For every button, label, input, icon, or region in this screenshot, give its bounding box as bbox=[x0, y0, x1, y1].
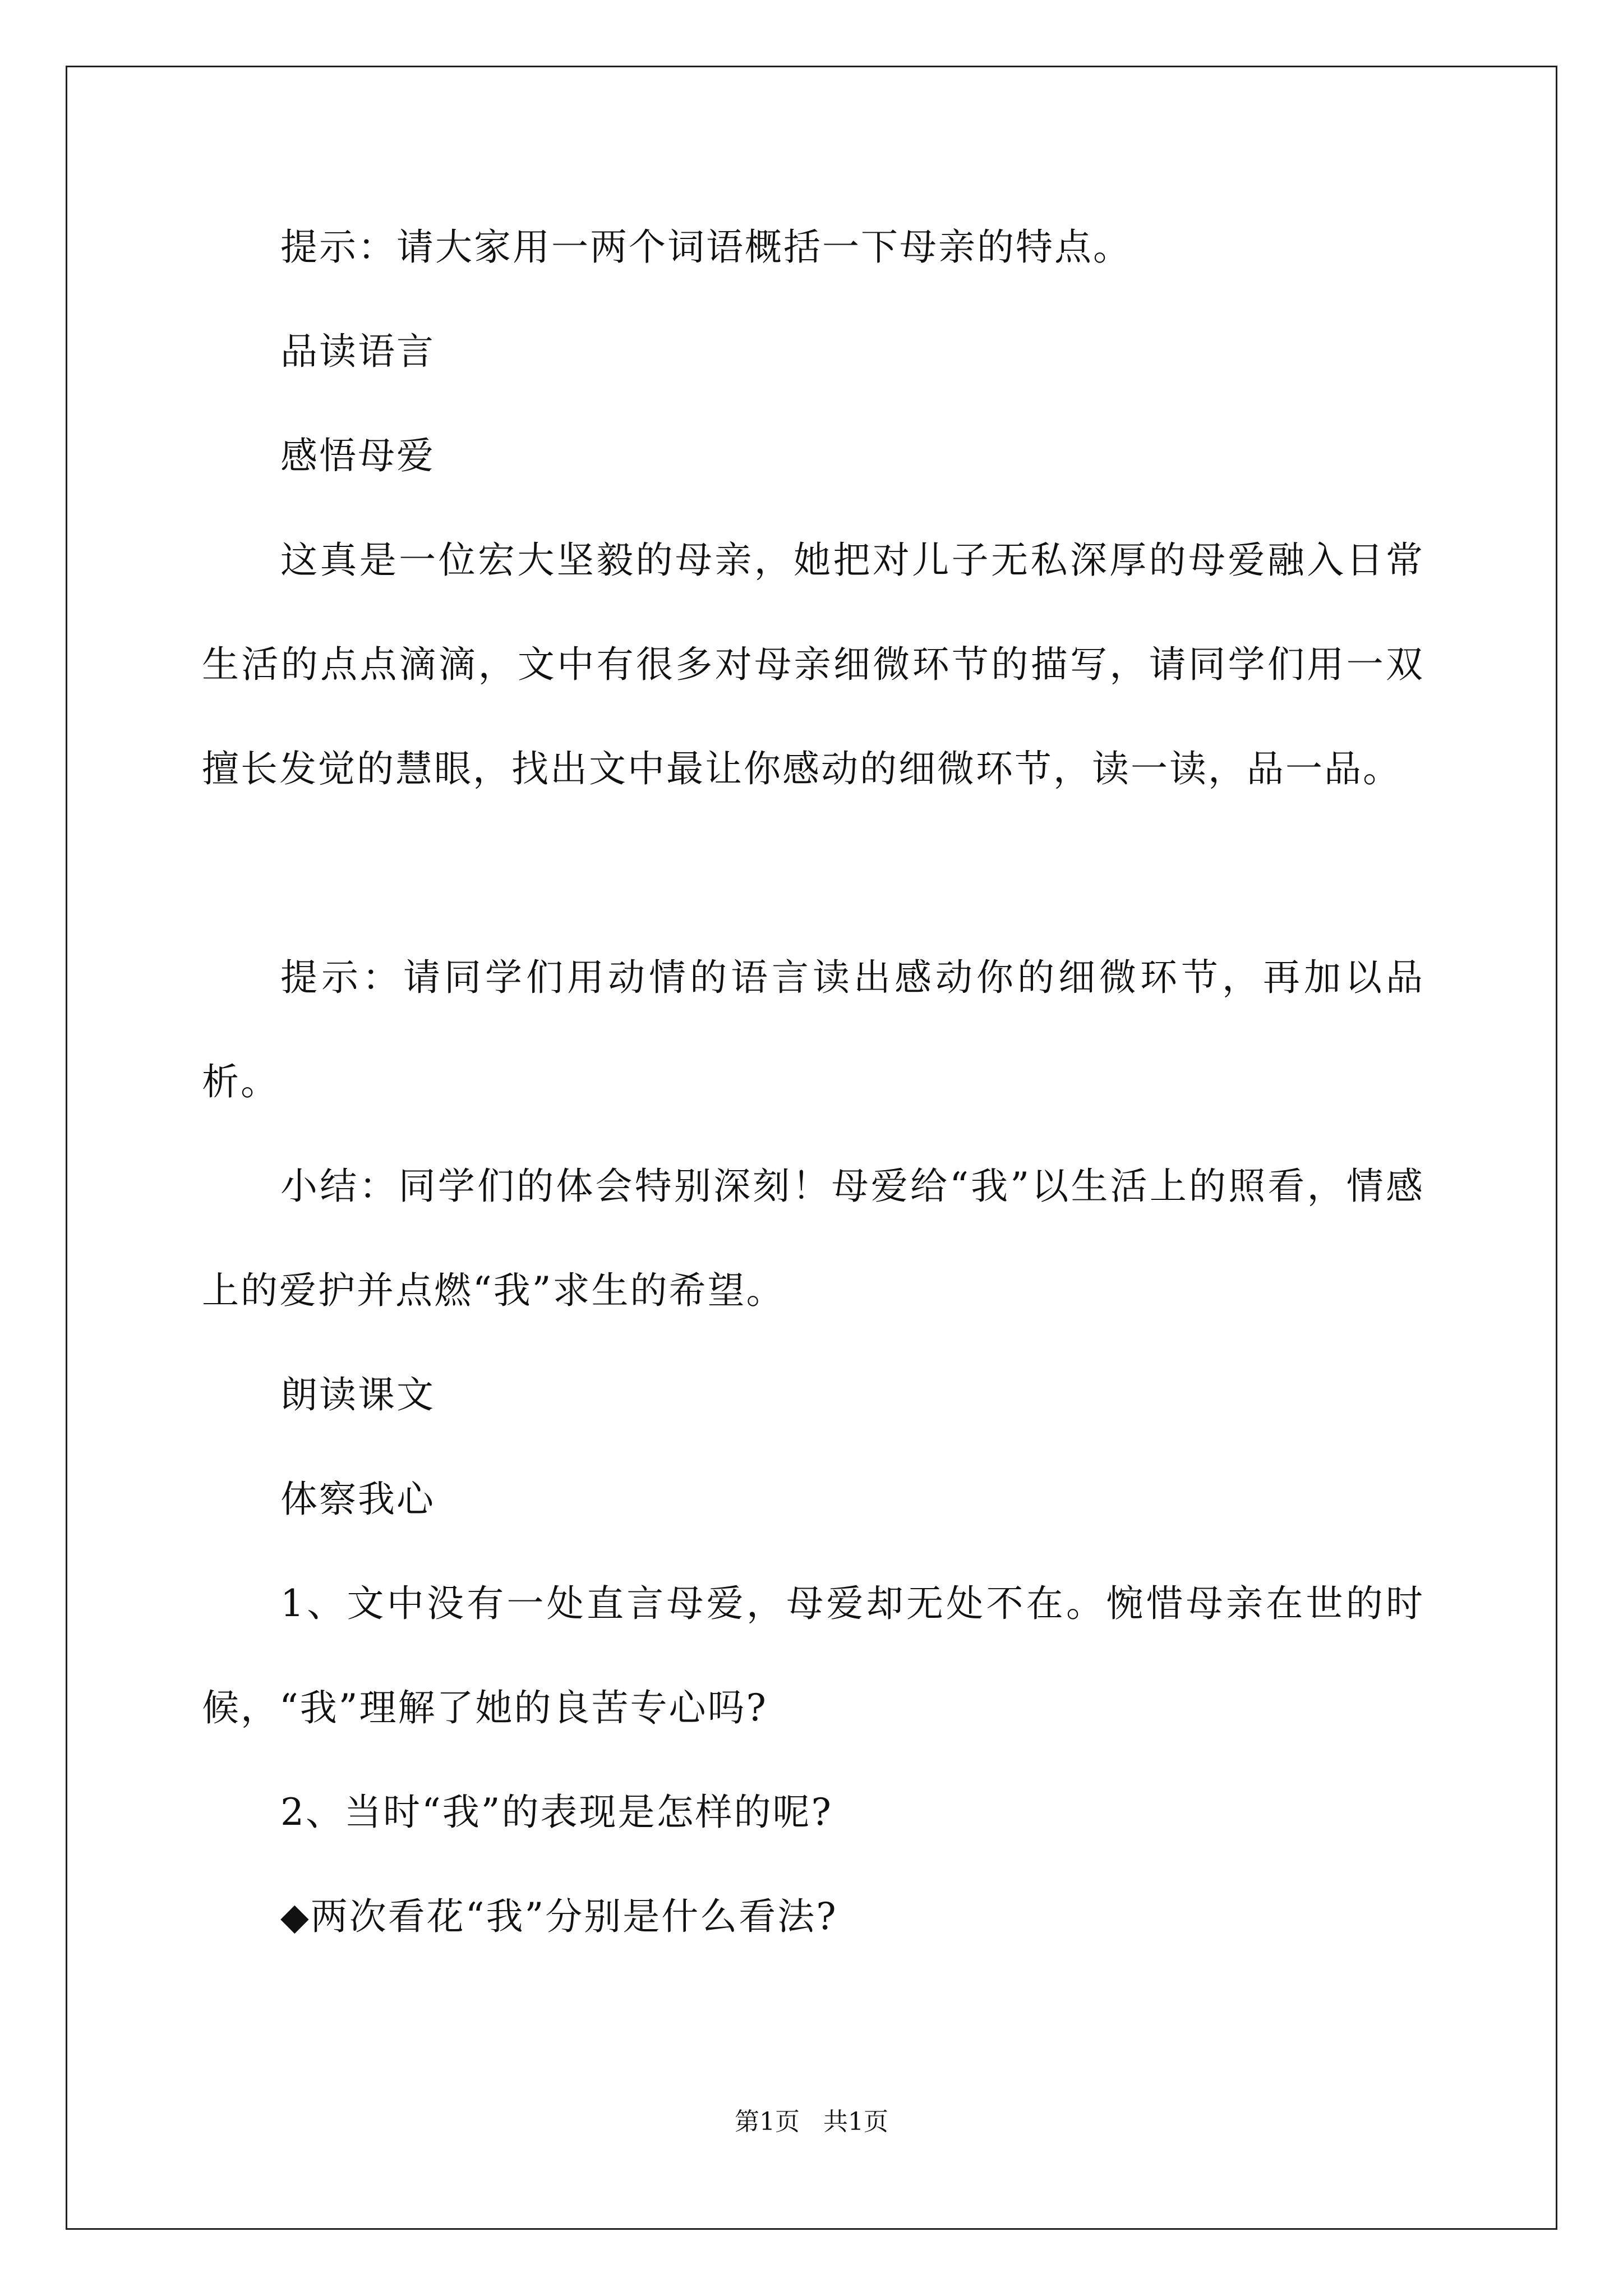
paragraph-hint-2: 提示：请同学们用动情的语言读出感动你的细微环节，再加以品析。 bbox=[202, 956, 1424, 1103]
paragraph-question-1: 1、文中没有一处直言母爱，母爱却无处不在。惋惜母亲在世的时候，“我”理解了她的良苦专心吗? bbox=[202, 1582, 1424, 1729]
paragraph-hint-1: 提示：请大家用一两个词语概括一下母亲的特点。 bbox=[280, 226, 1132, 269]
paragraph-summary: 小结：同学们的体会特别深刻！母爱给“我”以生活上的照看，情感上的爱护并点燃“我”求生的希望。 bbox=[202, 1165, 1424, 1312]
paragraph-heading-understand: 体察我心 bbox=[280, 1478, 435, 1521]
paragraph-heading-read-text: 朗读课文 bbox=[280, 1373, 435, 1416]
paragraph-heading-read-language: 品读语言 bbox=[280, 330, 435, 373]
paragraph-question-2: 2、当时“我”的表现是怎样的呢? bbox=[280, 1791, 833, 1834]
paragraph-heading-feel-love: 感悟母爱 bbox=[280, 434, 435, 477]
paragraph-body-mother: 这真是一位宏大坚毅的母亲，她把对儿子无私深厚的母爱融入日常生活的点点滴滴，文中有很多对母亲细微环节的描写，请同学们用一双擅长发觉的慧眼，找出文中最让你感动的细微环节，读一读，品一品。 bbox=[202, 539, 1424, 790]
paragraph-question-3: ◆两次看花“我”分别是什么看法? bbox=[280, 1895, 838, 1938]
page-footer: 第1页 共1页 bbox=[735, 2108, 888, 2136]
